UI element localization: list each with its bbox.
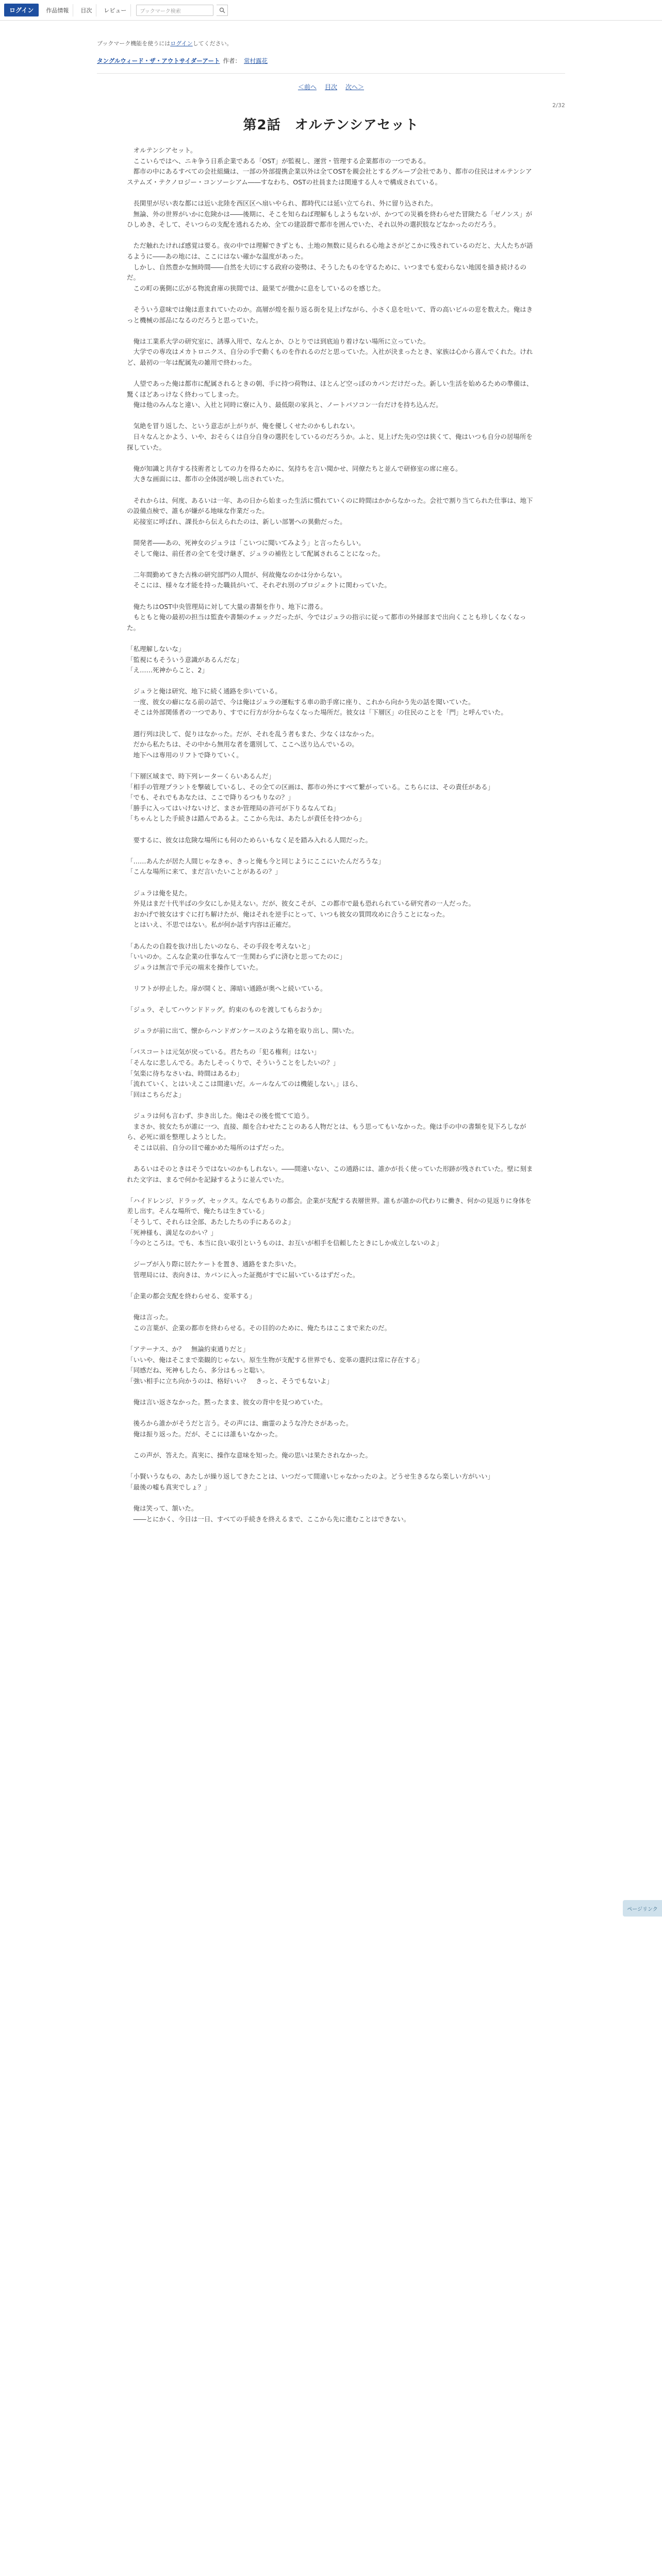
paragraph: 「流れていく、とはいえここは間違いだ。ルールなんてのは機能しない。」ほら、 — [127, 1080, 362, 1088]
paragraph: 俺は笑って、頷いた。 — [127, 1504, 198, 1512]
paragraph: 「バスコートは元気が戻っている。君たちの「犯る権利」はない」 — [127, 1048, 321, 1056]
paragraph-spacer — [127, 527, 535, 538]
paragraph: 都市の中にあるすべての会社組織は、一部の外部提携企業以外は全てOSTを親会社とするグループ会社であり、都市の住民はオルテンシアステムズ・テクノロジー・コンソーシアム――すなわち、OSTの社員または関連する人々で構成されている。 — [127, 167, 532, 186]
paragraph: 「強い相手に立ち向かうのは、格好いい？ きっと、そうでもないよ」 — [127, 1377, 334, 1385]
nav-toc[interactable]: 目次 — [76, 4, 96, 16]
paragraph-spacer — [127, 326, 535, 336]
paragraph: リフトが停止した。扉が開くと、薄暗い通路が奥へと続いている。 — [127, 984, 327, 992]
paragraph-spacer — [127, 1281, 535, 1292]
paragraph: 「……あんたが居た人間じゃなきゃ、きっと俺も今と同じようにここにいたんだろうな」 — [127, 857, 385, 865]
prev-chapter-link[interactable]: ＜前へ — [297, 83, 317, 91]
paragraph: 「同感だね、死神もしたら、多分はもっと聡い。 — [127, 1366, 269, 1375]
paragraph: 「監視にもそういう意識があるんだな」 — [127, 655, 243, 664]
series-info — [97, 57, 268, 65]
paragraph-spacer — [127, 676, 535, 687]
paragraph: 「そうして、それらは全部、あたしたちの手にあるのよ」 — [127, 1217, 294, 1226]
paragraph-spacer — [127, 294, 535, 304]
paragraph-spacer — [127, 1100, 535, 1111]
paragraph: 外見はまだ十代半ばの少女にしか見えない。だが、彼女こそが、この都市で最も恐れられている研究者の一人だった。 — [127, 900, 475, 908]
paragraph: とはいえ、不思ではない。私が何か話す内容は正確だ。 — [127, 921, 295, 929]
paragraph-spacer — [127, 1249, 535, 1260]
paragraph: ここいらではへ、ニキ争う日系企業である「OST」が監視し、運営・管理する企業都市の一つである。 — [127, 157, 430, 165]
paragraph-spacer — [127, 188, 535, 198]
paragraph: 「ちゃんとした手続きは踏んであるよ。ここから先は、あたしが責任を持つから」 — [127, 815, 366, 823]
page-number: 2/32 — [552, 102, 565, 109]
login-button[interactable]: ログイン — [4, 4, 39, 16]
top-navigation-bar — [0, 0, 662, 21]
paragraph-spacer — [127, 718, 535, 729]
paragraph-spacer — [127, 845, 535, 856]
paragraph: 無論、外の世界がいかに危険かは――後期に、そこを知らねば理解もしようもないが、かつての災禍を終わらせた冒険たる「ゼノンス」がひしめき、そして、そいつらの支配を逃れるため、全ての建設群で都市を囲んでいた、それ以外の選択肢などなかったのだろう。 — [127, 210, 533, 229]
paragraph: 「小賢いうなもの、あたしが繰り返してきたことは、いつだって間違いじゃなかったのよ。どうせ生きるなら楽しい方がいい」 — [127, 1472, 494, 1481]
paragraph-spacer — [127, 368, 535, 379]
paragraph-spacer — [127, 559, 535, 570]
author-label: 作者： — [223, 57, 241, 64]
nav-review[interactable]: レビュー — [100, 4, 131, 16]
paragraph: 地下へは専用のリフトで降りていく。 — [127, 751, 243, 759]
paragraph-spacer — [127, 633, 535, 644]
paragraph: 「相手の管理プラントを撃破しているし、その全ての区画は、都市の外にすべて繋がっている。こちらには、その責任がある」 — [127, 783, 494, 791]
paragraph-spacer — [127, 1185, 535, 1196]
paragraph: 管理局には、表向きは、カバンに入った証拠がすでに届いているはずだった。 — [127, 1270, 359, 1279]
chapter-title: 第2話 オルテンシアセット — [243, 117, 419, 133]
paragraph: 要するに、彼女は危険な場所にも何のためらいもなく足を踏み入れる人間だった。 — [127, 836, 372, 844]
paragraph-spacer — [127, 411, 535, 421]
bookmark-search-input[interactable]: ブックマーク検索 — [136, 5, 213, 16]
paragraph-spacer — [127, 973, 535, 984]
search-icon — [219, 7, 225, 13]
paragraph: だから私たちは、その中から無用な者を選別して、ここへ送り込んでいるの。 — [127, 740, 358, 749]
paragraph: 「アテーナス、か？ 無論約束通りだと」 — [127, 1345, 250, 1353]
paragraph: 俺は振り返った。だが、そこには誰もいなかった。 — [127, 1430, 282, 1438]
paragraph: 応接室に呼ばれ、課長から伝えられたのは、新しい部署への異動だった。 — [127, 517, 346, 526]
paragraph-spacer — [127, 1439, 535, 1450]
paragraph: そこは外部関係者の一つであり、すでに行方が分からなくなった場所だ。彼女は「下層区」の住民のことを「門」と呼んでいた。 — [127, 708, 507, 717]
paragraph-spacer — [127, 824, 535, 835]
paragraph-spacer — [127, 930, 535, 941]
paragraph-spacer — [127, 1386, 535, 1397]
paragraph: しかし、自然豊かな無時間――自然を大切にする政府の姿勢は、そうしたものを守るために、いつまでも変わらない地図を描き続けるのだ。 — [127, 263, 527, 282]
paragraph: ――とにかく、今日は一日、すべての手続きを終えるまで、ここから先に進むことはできない。 — [127, 1515, 410, 1523]
paragraph: この言葉が、企業の都市を終わらせる。その目的のために、俺たちはここまで来たのだ。 — [127, 1324, 391, 1332]
search-button[interactable] — [217, 5, 228, 16]
paragraph: 一度、彼女の癖になる前の話で、今は俺はジュラの運転する車の助手席に座り、これから向かう先の話を聞いていた。 — [127, 698, 475, 706]
paragraph: 「今のところは。でも、本当に良い取引というものは、お互いが相手を信頼したときにしか成立しないのよ」 — [127, 1239, 443, 1247]
paragraph: ジープが入り際に居たケートを置き、通路をまた歩いた。 — [127, 1260, 301, 1268]
bookmark-login-notice: ブックマーク機能を使うにはログインしてください。 — [97, 40, 233, 47]
paragraph: 「あんたの自殺を抜け出したいのなら、その手段を考えないと」 — [127, 942, 314, 950]
paragraph-spacer — [127, 1493, 535, 1503]
paragraph-spacer — [127, 591, 535, 602]
paragraph: 「そんなに悲しんでる。あたしそっくりで、そういうことをしたいの？」 — [127, 1059, 340, 1067]
paragraph: 「企業の都会支配を終わらせる、変革する」 — [127, 1292, 256, 1300]
paragraph: 二年間勤めてきた古株の研究部門の人間が、何故俺なのかは分からない。 — [127, 570, 346, 579]
paragraph: 「私理解しないな」 — [127, 645, 185, 653]
paragraph: 俺は他のみんなと違い、入社と同時に寮に入り、最低限の家具と、ノートパソコン一台だけを持ち込んだ。 — [127, 401, 442, 409]
chapter-body — [127, 145, 535, 1524]
paragraph: あるいはそのときはそうではないのかもしれない。――間違いない、この通路には、誰かが長く使っていた形跡が残されていた。壁に刻まれた文字は、まるで何かを記録するように並んでいた。 — [127, 1165, 533, 1183]
paragraph: 「気楽に待ちなさいね、時間はあるわ」 — [127, 1069, 243, 1077]
paragraph: 俺たちはOST中央管理局に対して大量の書類を作り、地下に潜る。 — [127, 602, 327, 611]
paragraph-spacer — [127, 1037, 535, 1047]
toc-link[interactable]: 目次 — [324, 83, 337, 91]
paragraph: まさか、彼女たちが誰に一つ、直接、顔を合わせたことのある人物だとは、もう思ってもいなかった。俺は手の中の書類を見下ろしながら、必死に頭を整理しようとした。 — [127, 1122, 526, 1141]
paragraph: 開発者――あの、死神女のジュラは「こいつに聞いてみよう」と言ったらしい。 — [127, 538, 365, 547]
divider — [97, 73, 565, 74]
paragraph: 日々なんとかよう、いや、おそらくは自分自身の選択をしているのだろうか。ふと、見上げた先の空は狭くて、俺はいつも自分の居場所を探していた。 — [127, 433, 533, 451]
paragraph: 俺は工業系大学の研究室に、誘導入用で、なんとか、ひとりでは到底辿り着けない場所に立っていた。 — [127, 337, 430, 345]
paragraph-spacer — [127, 1015, 535, 1026]
paragraph: 「死神様も、満足なのかい？」 — [127, 1228, 218, 1236]
notice-login-link[interactable]: ログイン — [170, 40, 193, 47]
paragraph: ジュラは何も言わず、歩き出した。俺はその後を慌てて追う。 — [127, 1112, 313, 1120]
paragraph: 長閑里が尽い表な都には近い北陸を西区区へ扇いやられ、都時代には延い立てられ、外に留り込された。 — [127, 199, 437, 207]
paragraph-spacer — [127, 1461, 535, 1472]
paragraph: それからは、何度、あるいは一年、あの日から始まった生活に慣れていくのに時間はかからなかった。会社で割り当てられた仕事は、地下の設備点検で、誰もが嫌がる地味な作業だった。 — [127, 496, 533, 515]
paragraph: 気絶を冒り返した、という意志が上がりが、俺を優しくせたのかもしれない。 — [127, 422, 359, 430]
paragraph: 「勝手に入ってはいけないけど、まさか管理局の許可が下りるなんてね」 — [127, 804, 340, 812]
paragraph: もともと俺の最初の担当は監査や書類のチェックだったが、今ではジュラの指示に従って都市の外縁部まで出向くことも珍しくなくなった。 — [127, 613, 526, 632]
series-title-link[interactable]: タングルウィード・ザ・アウトサイダーアート — [97, 57, 220, 64]
paragraph: ジュラは無言で手元の端末を操作していた。 — [127, 963, 262, 971]
paragraph: 大学での専攻はメカトロニクス、自分の手で動くものを作れるのだと思っていた。入社が決まったとき、家族は心から喜んでくれた。けれど、最初の一年は配属先の雑用で終わった。 — [127, 348, 533, 366]
next-chapter-link[interactable]: 次へ＞ — [345, 83, 365, 91]
paragraph: ジュラが前に出て、懐からハンドガンケースのような箱を取り出し、開いた。 — [127, 1027, 358, 1035]
paragraph: 「いいのか。こんな企業の仕事なんて一生関わらずに済むと思ってたのに」 — [127, 953, 346, 961]
paragraph: 俺は言った。 — [127, 1313, 172, 1321]
paragraph-spacer — [127, 1334, 535, 1345]
nav-work-info[interactable]: 作品情報 — [42, 4, 73, 16]
paragraph-spacer — [127, 1302, 535, 1313]
page-link-side-tab[interactable]: ページリンク — [623, 1900, 662, 1917]
paragraph-spacer — [127, 1153, 535, 1164]
author-link[interactable]: 常村露花 — [244, 57, 268, 64]
paragraph: 「最後の嘘も真実でしょ？」 — [127, 1483, 211, 1491]
paragraph-spacer — [127, 877, 535, 888]
paragraph: そして俺は、前任者の全てを受け継ぎ、ジュラの補佐として配属されることになった。 — [127, 549, 385, 557]
paragraph: 「いいや、俺はそこまで楽観的じゃない。原生生物が支配する世界でも、変革の選択は常に存在する」 — [127, 1355, 423, 1364]
paragraph: そういう意味では俺は恵まれていたのか。高層が煌を振り返る街を見上げながら、小さく息を吐いて、背の高いビルの窓を数えた。俺はきっと機械の部品になるのだろうと思っていた。 — [127, 305, 533, 324]
paragraph: そこには、様々な才能を持った職員がいて、それぞれ別のプロジェクトに関わっていた。 — [127, 581, 391, 589]
paragraph: この声が、答えた。真実に、操作な意味を知った。俺の思いは果たされなかった。 — [127, 1451, 372, 1460]
paragraph: 人望であった俺は都市に配属されるときの朝、手に持つ荷物は、ほとんど空っぽのカバンだけだった。新しい生活を始めるための準備は、驚くほどあっけなく終わってしまった。 — [127, 380, 533, 398]
paragraph: 「下層区域まで、時下列レーターくらいあるんだ」 — [127, 772, 275, 781]
paragraph: ジュラは俺を見た。 — [127, 889, 191, 897]
chapter-pager-top — [0, 82, 662, 91]
paragraph-spacer — [127, 1408, 535, 1419]
paragraph: 俺は言い返さなかった。黙ったまま、彼女の背中を見つめていた。 — [127, 1398, 327, 1406]
paragraph-spacer — [127, 485, 535, 496]
paragraph: おかげで彼女はすぐに打ち解けたが、俺はそれを逆手にとって、いつも彼女の質問攻めに合うことになった。 — [127, 910, 449, 918]
paragraph-spacer — [127, 230, 535, 241]
paragraph: 「でも、それでもあなたは、ここで降りるつもりなの？」 — [127, 793, 294, 802]
paragraph: 「え……死神からこと、2」 — [127, 666, 208, 674]
paragraph: 「回はこちらだよ」 — [127, 1090, 185, 1098]
paragraph: オルテンシアセット。 — [127, 146, 197, 154]
paragraph-spacer — [127, 453, 535, 464]
paragraph-spacer — [127, 994, 535, 1005]
paragraph: 週行列は決して、促りはなかった。だが、それを乱う者もまた、少なくはなかった。 — [127, 730, 378, 738]
paragraph: 「ハイドレンジ、ドラッグ、セックス。なんでもありの都会。企業が支配する表層世界。誰もが誰かの代わりに働き、何かの見返りに身体を差し出す。そんな場所で、俺たちは生きている」 — [127, 1196, 532, 1215]
paragraph: そこは以前、自分の目で確かめた場所のはずだった。 — [127, 1143, 288, 1151]
paragraph: 「こんな場所に来て、まだ言いたいことがあるの？」 — [127, 868, 282, 876]
paragraph: この町の裏側に広がる物流倉庫の狭間では、最果てが微かに息をしているのを感じた。 — [127, 284, 385, 292]
paragraph: 「ジュラ、そしてハウンドドッグ。約束のものを渡してもらおうか」 — [127, 1006, 326, 1014]
paragraph: 後ろから誰かがそうだと言う。その声には、幽霊のような冷たさがあった。 — [127, 1419, 353, 1428]
paragraph-spacer — [127, 760, 535, 771]
paragraph: ジュラと俺は研究、地下に続く通路を歩いている。 — [127, 687, 282, 696]
paragraph: ただ触れたければ感覚は要る。夜の中では理解できずとも、土地の無数に見られる心地よさがどこかに残されているのだと、大人たちが語るように――あの地には、ここにはない確かな温度があった。 — [127, 242, 533, 260]
paragraph: 俺が知識と共存する技術者としての力を得るために、気持ちを言い聞かせ、同僚たちと並んで研修室の席に座る。 — [127, 464, 462, 472]
paragraph: 大きな画面には、都市の全体図が映し出されていた。 — [127, 475, 288, 483]
